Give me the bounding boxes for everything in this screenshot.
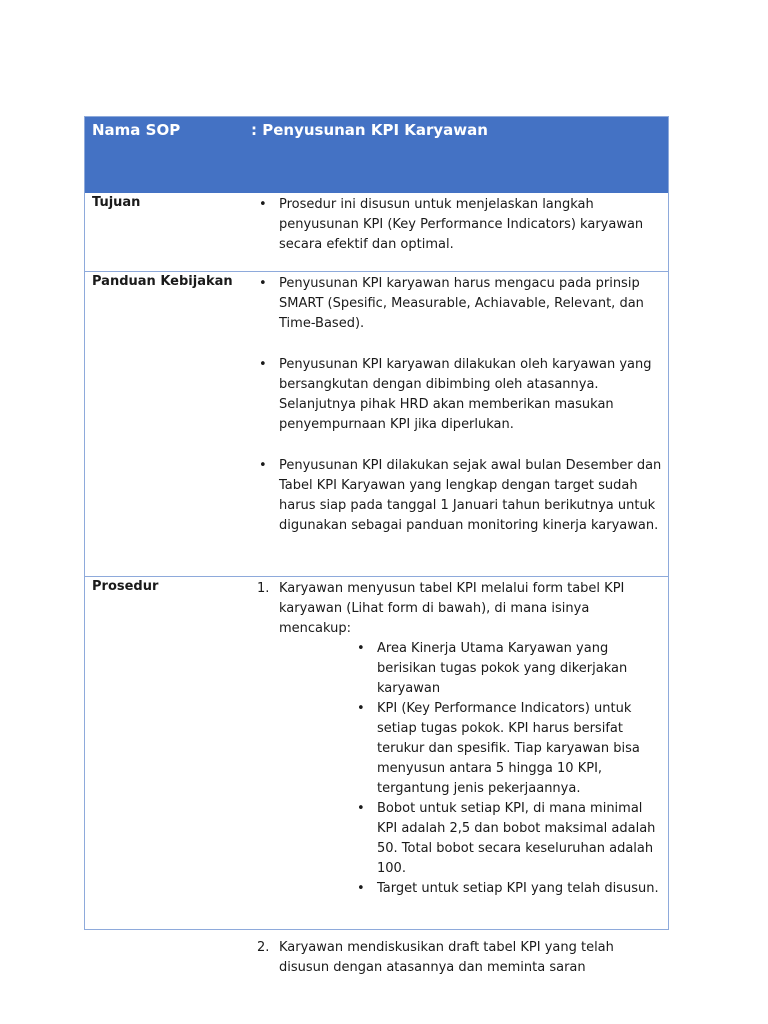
prosedur-step-list [251, 579, 662, 978]
list-item [349, 799, 662, 879]
sub-item-text: Area Kinerja Utama Karyawan yang berisikan tugas pokok yang dikerjakan karyawan [377, 641, 628, 696]
prosedur-content [251, 577, 668, 975]
step-number: 1. [257, 581, 270, 596]
bullet-text: Penyusunan KPI karyawan dilakukan oleh karyawan yang bersangkutan dengan dibimbing oleh atasannya. Selanjutnya pihak HRD akan memberikan masukan penyempurnaan KPI jika diperlukan. [279, 357, 652, 432]
bullet-icon: • [357, 801, 365, 816]
sub-item-text: Bobot untuk setiap KPI, di mana minimal KPI adalah 2,5 dan bobot maksimal adalah 50. Total bobot secara keseluruhan adalah 100. [377, 801, 656, 876]
header-row [85, 117, 668, 193]
bullet-icon: • [259, 458, 267, 473]
list-item [251, 355, 662, 435]
panduan-content [251, 272, 668, 576]
bullet-icon: • [357, 641, 365, 656]
step-sub-list [349, 639, 662, 899]
list-item [349, 879, 662, 899]
bullet-icon: • [259, 197, 267, 212]
tujuan-bullet-list [251, 195, 662, 255]
tujuan-label: Tujuan [92, 195, 141, 210]
step-number: 2. [257, 940, 270, 955]
panduan-row [85, 272, 668, 577]
tujuan-content [251, 193, 668, 271]
list-item [349, 699, 662, 799]
bullet-text: Prosedur ini disusun untuk menjelaskan langkah penyusunan KPI (Key Performance Indicators) karyawan secara efektif dan optimal. [279, 197, 644, 252]
list-item [251, 195, 662, 255]
header-label: Nama SOP [92, 121, 181, 139]
bullet-icon: • [357, 881, 365, 896]
bullet-text: Penyusunan KPI karyawan harus mengacu pada prinsip SMART (Spesific, Measurable, Achiavable, Relevant, dan Time-Based). [279, 276, 644, 331]
bullet-icon: • [259, 276, 267, 291]
panduan-bullet-list [251, 274, 662, 536]
panduan-label: Panduan Kebijakan [92, 274, 233, 289]
bullet-text: Penyusunan KPI dilakukan sejak awal bulan Desember dan Tabel KPI Karyawan yang lengkap dengan target sudah harus siap pada tanggal 1 Januari tahun berikutnya untuk digunakan sebagai panduan monitoring kinerja karyawan. [279, 458, 662, 533]
list-item [349, 639, 662, 699]
list-item [251, 456, 662, 536]
list-item [251, 274, 662, 334]
bullet-icon: • [259, 357, 267, 372]
prosedur-label: Prosedur [92, 579, 159, 594]
tujuan-row [85, 193, 668, 272]
list-item [251, 938, 662, 978]
sop-table [84, 116, 669, 975]
step-text: Karyawan menyusun tabel KPI melalui form tabel KPI karyawan (Lihat form di bawah), di mana isinya mencakup: [279, 581, 625, 636]
list-item [251, 579, 662, 899]
step-text: Karyawan mendiskusikan draft tabel KPI yang telah disusun dengan atasannya dan meminta saran [279, 940, 614, 975]
prosedur-row [85, 577, 668, 975]
header-value: : Penyusunan KPI Karyawan [251, 121, 488, 139]
sub-item-text: Target untuk setiap KPI yang telah disusun. [377, 881, 659, 896]
bullet-icon: • [357, 701, 365, 716]
sub-item-text: KPI (Key Performance Indicators) untuk setiap tugas pokok. KPI harus bersifat terukur dan spesifik. Tiap karyawan bisa menyusun antara 5 hingga 10 KPI, tergantung jenis pekerjaannya. [377, 701, 640, 796]
